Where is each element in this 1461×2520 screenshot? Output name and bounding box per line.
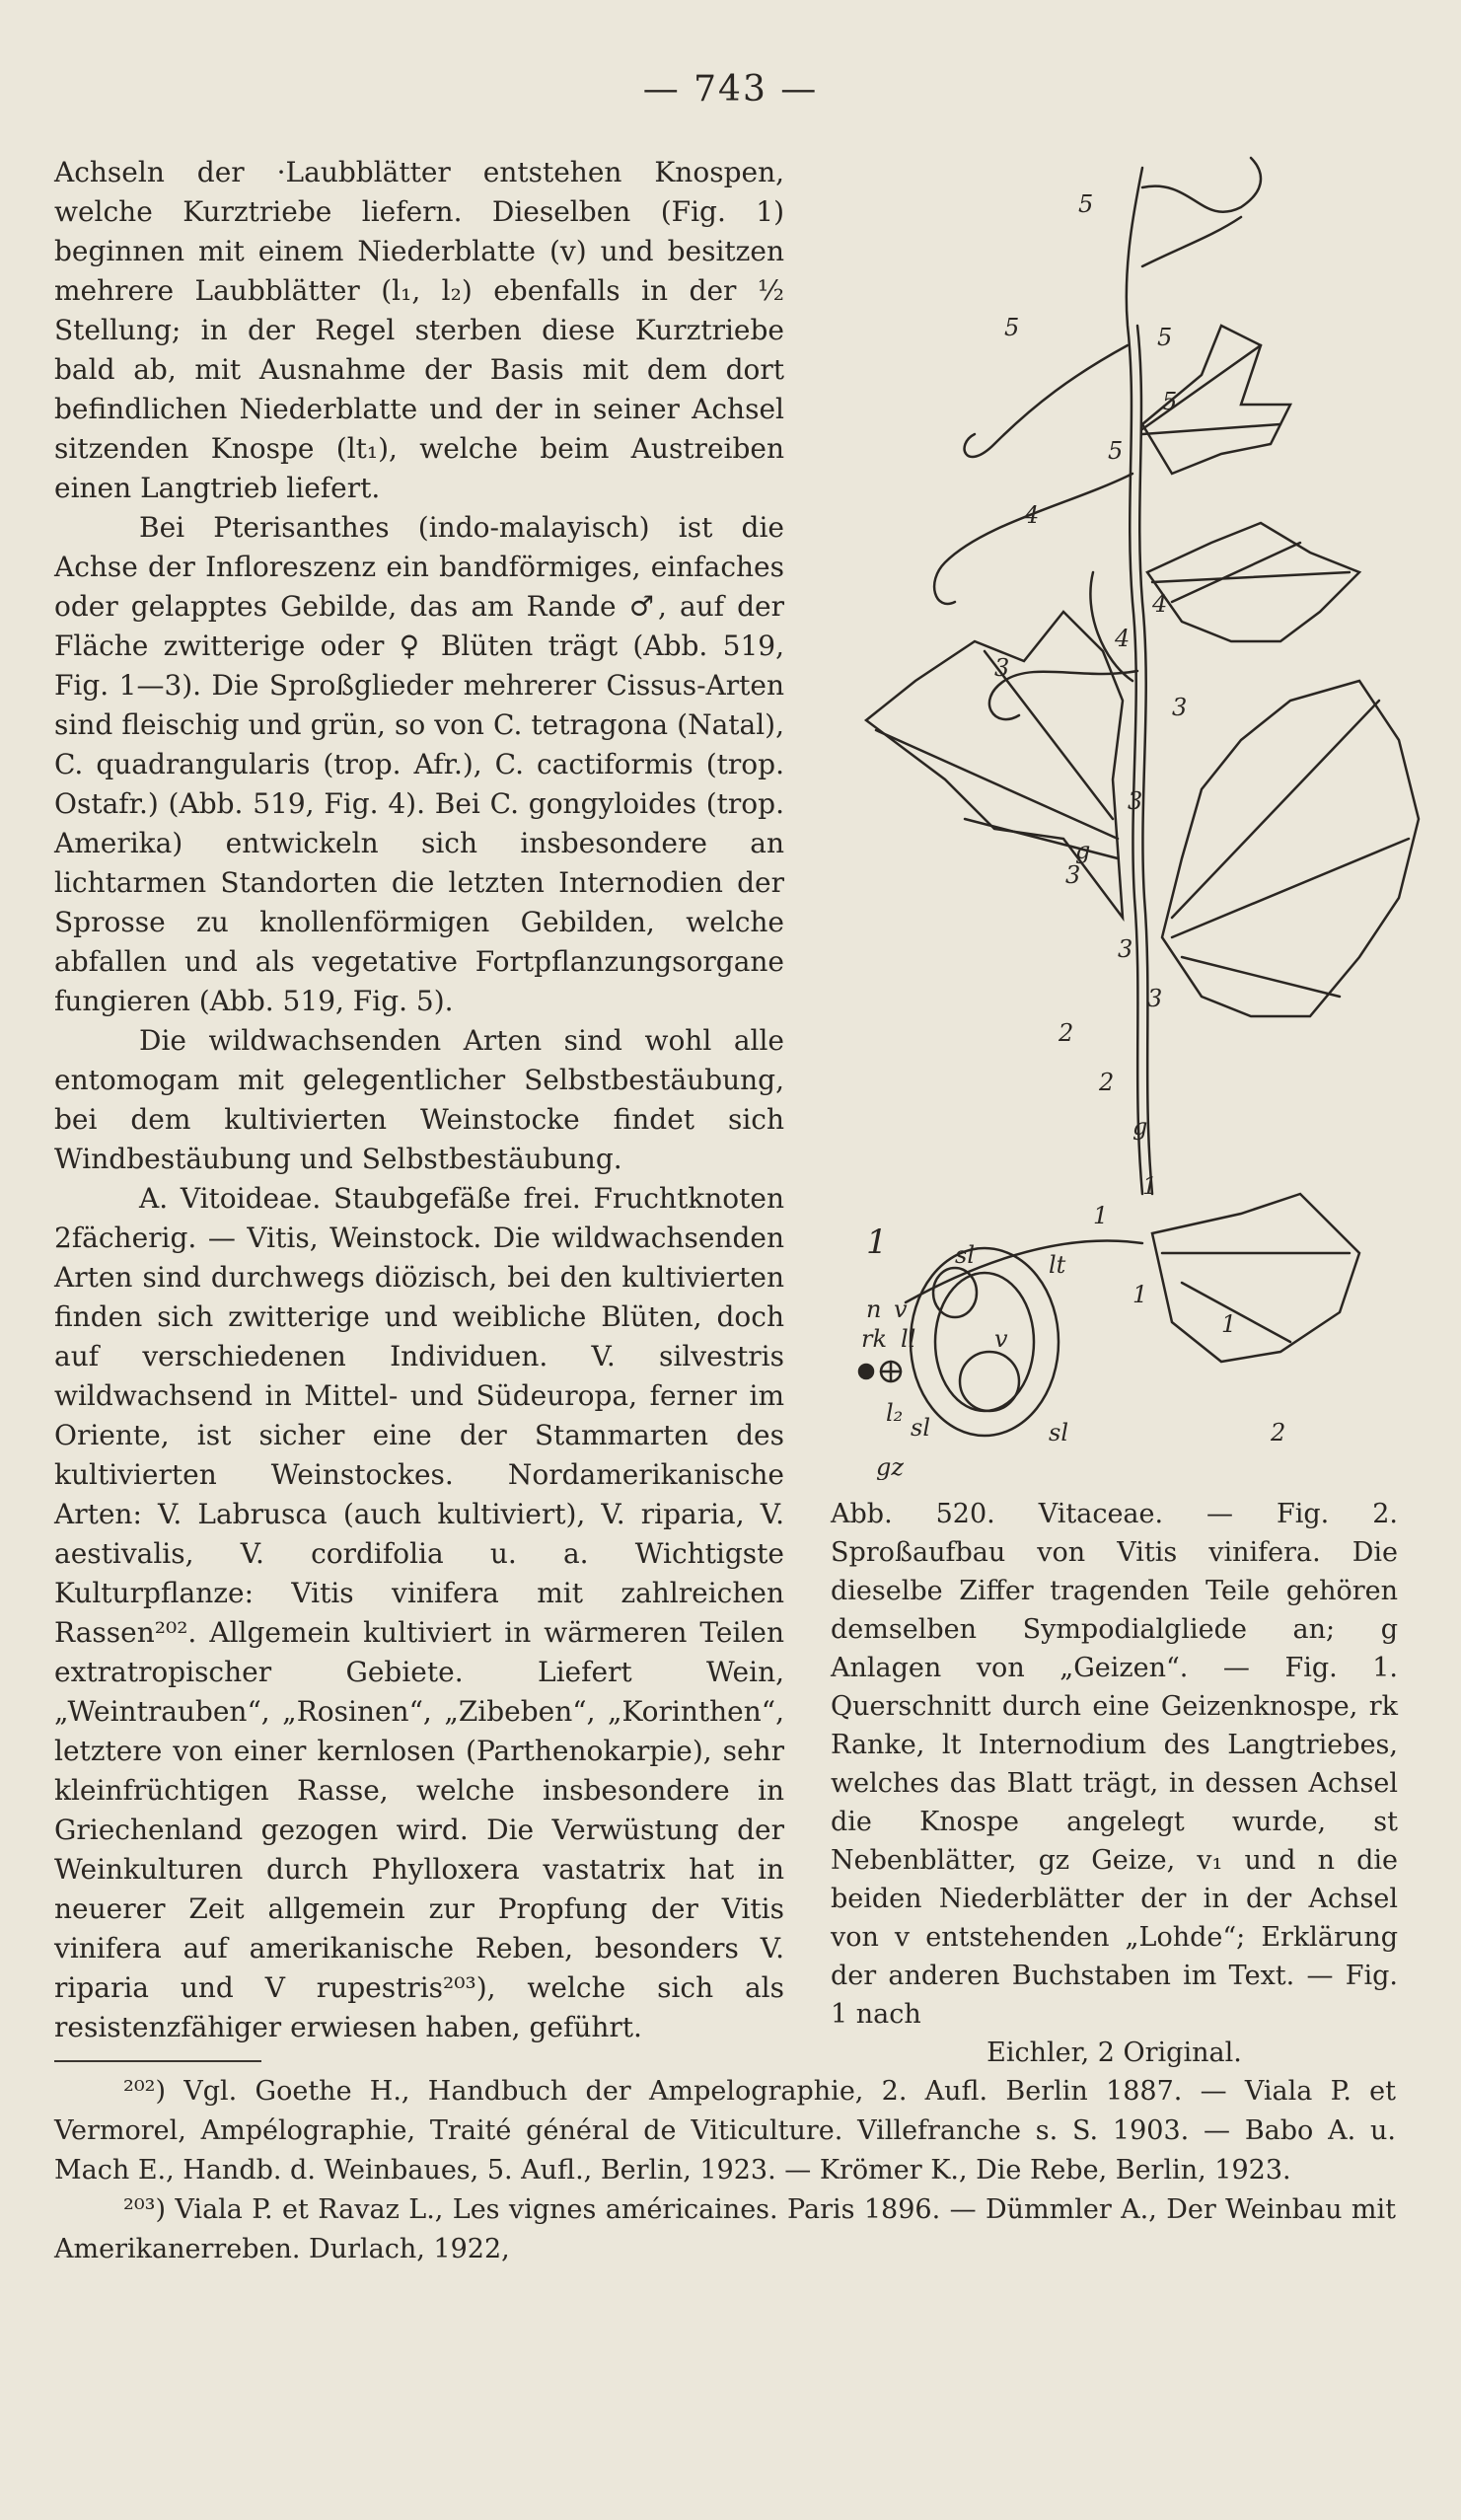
figure-label: sl bbox=[911, 1414, 930, 1442]
figure-label: 1 bbox=[1142, 1172, 1158, 1200]
figure-label: n bbox=[866, 1296, 882, 1323]
figure-label: gz bbox=[876, 1453, 905, 1480]
paragraph-4: A. Vitoideae. Staubgefäße frei. Fruchtknoten 2fächerig. — Vitis, Weinstock. Die wildwachsenden Arten sind durchwegs diözisch, bei den kultivierten finden sich zwitterige und weibliche Blüten, doch auf verschiedenen Individuen. V. silvestris wildwachsend in Mittel- und Südeuropa, ferner im Oriente, ist sicher eine der Stammarten des kultivierten Weinstockes. Nordamerikanische Arten: V. Labrusca (auch kultiviert), V. riparia, V. aestivalis, V. cordifolia u. a. Wichtigste Kulturpflanze: Vitis vinifera mit zahlreichen Rassen²⁰². Allgemein kultiviert in wärmeren Teilen extratropischer Gebiete. Liefert Wein, „Weintrauben“, „Rosinen“, „Zibeben“, „Korinthen“, letztere von einer kernlosen (Parthenokarpie), sehr kleinfrüchtigen Rasse, welche insbesondere in Griechenland gezogen wird. Die Verwüstung der Weinkulturen durch Phylloxera vastatrix hat in neuerer Zeit allgemein zur Propfung der Vitis vinifera auf amerikanische Reben, besonders V. riparia und V rupestris²⁰³), welche sich als resistenzfähiger erwiesen haben, geführt. bbox=[54, 1182, 784, 2043]
footnotes bbox=[54, 2072, 1396, 2269]
main-stem bbox=[1127, 168, 1142, 1194]
paragraph-2: Bei Pterisanthes (indo-malayisch) ist die Achse der Infloreszenz ein bandförmiges, einfaches oder gelapptes Gebilde, das am Rande ♂, auf der Fläche zwitterige oder ♀ Blüten trägt (Abb. 519, Fig. 1—3). Die Sproßglieder mehrerer Cissus-Arten sind fleischig und grün, so von C. tetragona (Natal), C. quadrangularis (trop. Afr.), C. cactiformis (trop. Ostafr.) (Abb. 519, Fig. 4). Bei C. gongyloides (trop. Amerika) entwickeln sich insbesondere an lichtarmen Standorten die letzten Internodien der Sprosse zu knollenförmigen Gebilden, welche abfallen und als vegetative Fortpflanzungsorgane fungieren (Abb. 519, Fig. 5). bbox=[54, 511, 784, 1017]
figure-label: 3 bbox=[1128, 787, 1143, 815]
figure-label: 5 bbox=[1108, 437, 1124, 465]
page-number: — 743 — bbox=[642, 69, 819, 110]
caption-last-line: Eichler, 2 Original. bbox=[986, 2038, 1242, 2068]
paragraph-3: Die wildwachsenden Arten sind wohl alle entomogam mit gelegentlicher Selbstbestäubung, bei dem kultivierten Weinstocke findet sich Windbestäubung und Selbstbestäubung. bbox=[54, 1024, 784, 1175]
figure-label: 1 bbox=[1093, 1202, 1109, 1229]
figure-label: 4 bbox=[1115, 625, 1131, 652]
footnote-203: ²⁰³) Viala P. et Ravaz L., Les vignes américaines. Paris 1896. — Dümmler A., Der Weinbau mit Amerikanerreben. Durlach, 1922, bbox=[54, 2194, 1396, 2264]
leaf-lower-right bbox=[1152, 1194, 1359, 1362]
main-text-column bbox=[54, 153, 784, 2047]
tendril-top bbox=[1142, 158, 1261, 212]
paragraph-1: Achseln der ·Laubblätter entstehen Knospen, welche Kurztriebe liefern. Dieselben (Fig. 1) beginnen mit einem Niederblatte (v) und besitzen mehrere Laubblätter (l₁, l₂) ebenfalls in der ½ Stellung; in der Regel sterben diese Kurztriebe bald ab, mit Ausnahme der Basis mit dem dort befindlichen Niederblatte und der in seiner Achsel sitzenden Knospe (lt₁), welche beim Austreiben einen Langtrieb liefert. bbox=[54, 156, 784, 504]
figure-label: 2 bbox=[1059, 1019, 1074, 1047]
figure-caption bbox=[831, 1495, 1398, 2072]
grapevine-illustration bbox=[846, 148, 1438, 1480]
figure-label: 5 bbox=[1078, 190, 1094, 218]
figure-label: rk bbox=[861, 1325, 888, 1353]
figure-label: v bbox=[894, 1296, 908, 1323]
figure-label: 2 bbox=[1099, 1069, 1115, 1096]
footnote-rule bbox=[54, 2060, 261, 2062]
tendril-left-3 bbox=[989, 671, 1137, 719]
leaf-right-large bbox=[1162, 681, 1419, 1016]
figure-label: 3 bbox=[994, 654, 1010, 682]
figure-label: l₂ bbox=[886, 1399, 904, 1427]
figure-label: lt bbox=[1049, 1251, 1066, 1279]
figure-label: v bbox=[994, 1325, 1008, 1353]
figure-label: g bbox=[1132, 1113, 1148, 1141]
figure-number-1: 1 bbox=[866, 1223, 888, 1262]
caption-text: Abb. 520. Vitaceae. — Fig. 2. Sproßaufbau von Vitis vinifera. Die dieselbe Ziffer tragenden Teile gehören demselben Sympodialgliede an; g Anlagen von „Geizen“. — Fig. 1. Querschnitt durch eine Geizenknospe, rk Ranke, lt Internodium des Langtriebes, welches das Blatt trägt, in dessen Achsel die Knospe angelegt wurde, st Nebenblätter, gz Geize, v₁ und n die beiden Niederblätter der in der Achsel von v entstehenden „Lohde“; Erklärung der anderen Buchstaben im Text. — Fig. 1 nach bbox=[831, 1499, 1398, 2030]
figure-label: 4 bbox=[1024, 501, 1040, 529]
grapevine-figure bbox=[846, 148, 1438, 1480]
figure-label: g bbox=[1075, 837, 1091, 864]
tendril-left-1 bbox=[965, 345, 1128, 457]
figure-label: 3 bbox=[1172, 694, 1188, 721]
figure-label: sl bbox=[1049, 1419, 1068, 1446]
figure-label: 3 bbox=[1065, 861, 1081, 889]
figure-label: 3 bbox=[1118, 935, 1133, 963]
figure-label: 2 bbox=[1271, 1419, 1286, 1446]
tendril-left-2 bbox=[934, 474, 1132, 604]
tendril-right-1 bbox=[1142, 217, 1241, 266]
leaf-mid-right bbox=[1147, 523, 1359, 641]
footnote-202: ²⁰²) Vgl. Goethe H., Handbuch der Ampelographie, 2. Aufl. Berlin 1887. — Viala P. et Vermorel, Ampélographie, Traité général de Viticulture. Villefranche s. S. 1903. — Babo A. u. Mach E., Handb. d. Weinbaues, 5. Aufl., Berlin, 1923. — Krömer K., Die Rebe, Berlin, 1923. bbox=[54, 2076, 1396, 2186]
bud-cross-section bbox=[911, 1248, 1059, 1436]
figure-label: 1 bbox=[1221, 1310, 1237, 1338]
figure-label: 4 bbox=[1152, 590, 1168, 618]
figure-label: 3 bbox=[1147, 985, 1163, 1012]
figure-label: 5 bbox=[1157, 324, 1173, 351]
figure-label: 1 bbox=[1132, 1281, 1148, 1308]
figure-label: 5 bbox=[1004, 314, 1020, 341]
figure-label: ll bbox=[901, 1325, 916, 1353]
figure-label: sl bbox=[955, 1241, 975, 1269]
figure-label: 5 bbox=[1162, 388, 1178, 415]
